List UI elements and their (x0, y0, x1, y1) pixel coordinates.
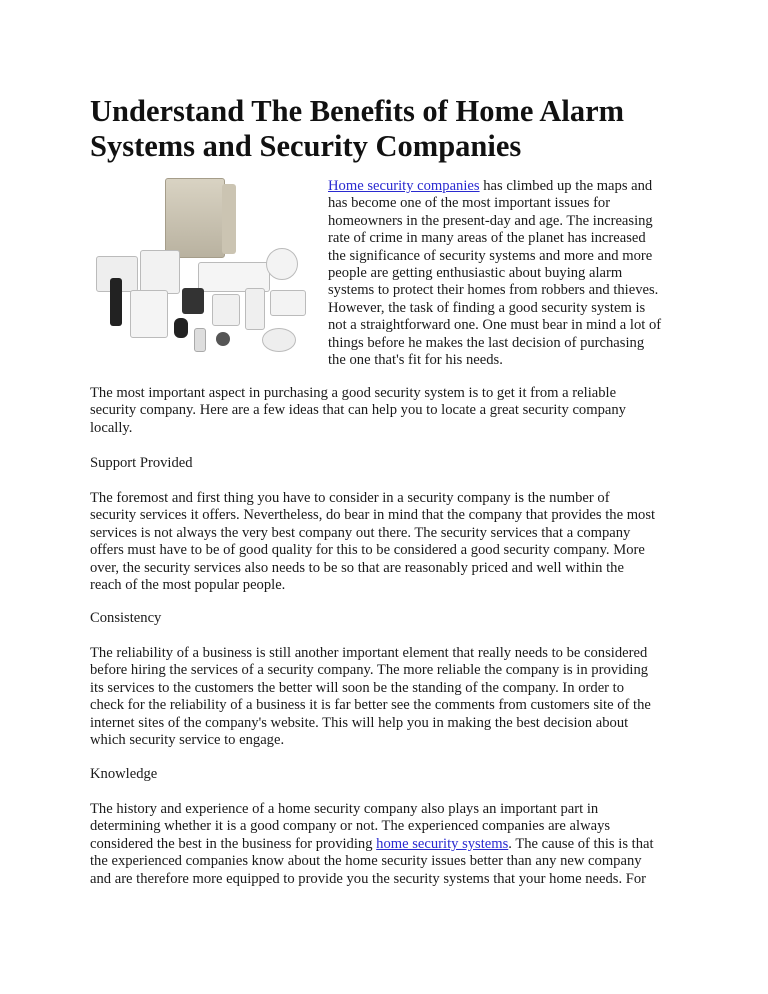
page-title (90, 94, 624, 164)
heading-consistency: Consistency (90, 610, 162, 626)
detector (262, 328, 296, 352)
door-sensor (245, 288, 265, 330)
remote (194, 328, 206, 352)
home-security-systems-link[interactable]: home security systems (376, 835, 509, 852)
phone (110, 278, 122, 326)
text-line: The foremost and first thing you have to consider in a security company is the number of (90, 490, 610, 506)
title-line: Understand The Benefits of Home Alarm (90, 94, 625, 128)
intro-paragraph (328, 178, 661, 369)
security-devices-image (90, 178, 322, 368)
keypad-dark (182, 288, 204, 314)
text-line: internet sites of the company's website. This will help you in making the best decision about (90, 714, 629, 731)
text-line: the experienced companies know about the home security issues better than any new company (90, 853, 642, 870)
text: . The cause of this is that (508, 835, 654, 852)
text-line: the one that's fit for his needs. (328, 351, 503, 368)
text-line: The most important aspect in purchasing a good security system is to get it from a reliable (90, 385, 617, 401)
text-line: before hiring the services of a security company. The more reliable the company is in providing (90, 662, 649, 679)
panel-side (222, 184, 236, 254)
text-line: systems to protect their homes from robbers and thieves. (328, 282, 659, 299)
text-line: people are getting enthusiastic about buying alarm (328, 264, 623, 281)
heading-knowledge: Knowledge (90, 766, 158, 782)
keypad-small (130, 290, 168, 338)
text-line: services is not always the very best company out there. The security services that a company (90, 524, 631, 541)
text-line: which security service to engage. (90, 731, 285, 748)
text-line: check for the reliability of a business it is far better see the comments from customers site of the (90, 697, 651, 714)
text-line: reach of the most popular people. (90, 576, 286, 593)
text-line: the significance of security systems and more and more (328, 247, 653, 264)
text: has climbed up the maps and (479, 178, 653, 194)
home-security-companies-link[interactable]: Home security companies (328, 178, 480, 194)
paragraph-1 (90, 385, 626, 437)
text-line: security company. Here are a few ideas that can help you to locate a great security company (90, 402, 626, 419)
motion-sensor (212, 294, 240, 326)
text-line: determining whether it is a good company or not. The experienced companies are always (90, 818, 611, 835)
keypad (140, 250, 180, 294)
text-line: has become one of the most important issues for (328, 195, 611, 212)
key-fob (174, 318, 188, 338)
paragraph-2 (90, 490, 655, 594)
heading-support-provided: Support Provided (90, 455, 193, 471)
key-fob (216, 332, 230, 346)
text-line: not a straightforward one. One must bear in mind a lot of (328, 317, 662, 334)
paragraph-4 (90, 801, 654, 888)
text-line: things before he makes the last decision of purchasing (328, 334, 645, 351)
sensor (270, 290, 306, 316)
control-panel-box (165, 178, 225, 258)
title-line: Systems and Security Companies (90, 129, 522, 163)
text-line: and are therefore more equipped to provide you the security systems that your home needs. For (90, 870, 647, 887)
text-line: However, the task of finding a good security system is (328, 299, 646, 316)
text: considered the best in the business for providing (90, 835, 377, 852)
smoke-detector (266, 248, 298, 280)
text-line: its services to the customers the better will soon be the standing of the company. In order to (90, 679, 625, 696)
text-line: The history and experience of a home security company also plays an important part in (90, 801, 599, 817)
text-line: homeowners in the present-day and age. The increasing (328, 212, 653, 229)
text-line: The reliability of a business is still another important element that really needs to be considered (90, 645, 648, 661)
text-line: offers must have to be of good quality for this to be considered a good security company. More (90, 542, 645, 559)
text-line: locally. (90, 419, 133, 436)
text-line: rate of crime in many areas of the planet has increased (328, 230, 646, 247)
text-line: over, the security services also needs to be so that are reasonably priced and well within the (90, 559, 624, 576)
text-line: security services it offers. Nevertheless, do bear in mind that the company that provides the most (90, 507, 656, 524)
paragraph-3 (90, 645, 651, 749)
